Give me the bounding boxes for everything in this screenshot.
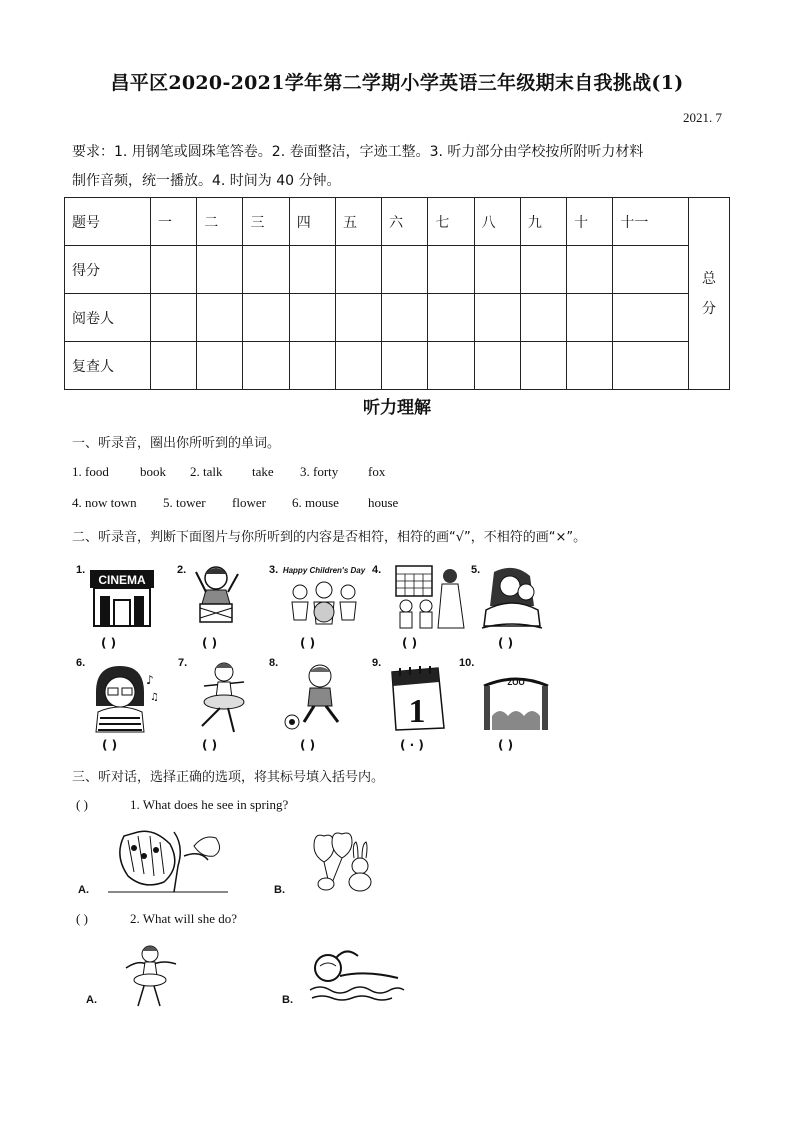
score-cell[interactable] [520, 246, 566, 294]
score-cell[interactable] [613, 342, 689, 390]
question-2: 2. What will she do? [130, 911, 237, 926]
answer-blank[interactable]: ( ) [300, 636, 316, 650]
option-a-label[interactable]: A. [86, 994, 97, 1006]
requirements-line-1: 要求：1. 用钢笔或圆珠笔答卷。2. 卷面整洁，字迹工整。3. 听力部分由学校按所附听力材料 [72, 144, 644, 160]
col-header: 三 [243, 198, 289, 246]
picture-number: 6. [76, 657, 86, 669]
score-cell[interactable] [382, 246, 428, 294]
picture-number: 1. [76, 564, 86, 576]
option-a-label[interactable]: A. [78, 884, 89, 896]
col-header: 一 [151, 198, 197, 246]
col-header: 八 [474, 198, 520, 246]
row-label: 复查人 [65, 342, 151, 390]
part3-instruction: 三、听对话，选择正确的选项，将其标号填入括号内。 [72, 770, 385, 785]
cinema-sign-text: CINEMA [98, 573, 146, 587]
ballerina-icon [120, 942, 180, 1008]
score-cell[interactable] [289, 246, 335, 294]
answer-blank[interactable]: ( ) [202, 738, 218, 752]
col-header: 二 [197, 198, 243, 246]
answer-blank[interactable]: ( ) [76, 797, 88, 812]
word-option[interactable]: 5. tower [163, 495, 206, 510]
childrens-day-icon [282, 562, 366, 632]
score-cell[interactable] [567, 294, 613, 342]
answer-blank[interactable]: ( ) [101, 636, 117, 650]
score-table-row [65, 294, 730, 342]
score-cell[interactable] [520, 294, 566, 342]
row-label: 得分 [65, 246, 151, 294]
peacock-tree-icon [104, 826, 234, 894]
score-cell[interactable] [428, 246, 474, 294]
answer-blank[interactable]: ( ) [202, 636, 218, 650]
word-option[interactable]: 6. mouse [292, 495, 339, 510]
col-header: 十 [567, 198, 613, 246]
word-option[interactable]: 4. now town [72, 495, 137, 510]
score-cell[interactable] [474, 294, 520, 342]
score-cell[interactable] [567, 342, 613, 390]
picture-number: 3. [269, 564, 279, 576]
score-cell[interactable] [151, 294, 197, 342]
score-cell[interactable] [335, 342, 381, 390]
picture-number: 7. [178, 657, 188, 669]
score-cell[interactable] [335, 294, 381, 342]
score-cell[interactable] [567, 246, 613, 294]
word-option[interactable]: book [140, 464, 166, 479]
answer-blank[interactable]: ( ) [102, 738, 118, 752]
answer-blank[interactable]: ( ) [498, 738, 514, 752]
score-cell[interactable] [474, 342, 520, 390]
cinema-icon [88, 566, 156, 628]
score-table-row [65, 198, 730, 246]
answer-blank[interactable]: ( ) [76, 911, 88, 926]
answer-blank[interactable]: ( · ) [400, 738, 424, 752]
score-cell[interactable] [197, 246, 243, 294]
football-boy-icon [282, 662, 352, 732]
score-cell[interactable] [243, 246, 289, 294]
picture-number: 9. [372, 657, 382, 669]
col-header: 六 [382, 198, 428, 246]
score-cell[interactable] [474, 246, 520, 294]
zoo-gate-icon [480, 672, 552, 732]
total-label-2: 分 [702, 300, 716, 317]
col-header: 九 [520, 198, 566, 246]
girl-music-icon [90, 662, 160, 734]
option-b-label[interactable]: B. [282, 994, 293, 1006]
score-cell[interactable] [151, 342, 197, 390]
picture-number: 2. [177, 564, 187, 576]
score-cell[interactable] [613, 246, 689, 294]
word-option[interactable]: flower [232, 495, 266, 510]
picture-number: 4. [372, 564, 382, 576]
mother-hug-icon [480, 566, 544, 632]
score-table-row [65, 246, 730, 294]
word-option[interactable]: 3. forty [300, 464, 339, 479]
score-cell[interactable] [520, 342, 566, 390]
score-cell[interactable] [243, 294, 289, 342]
answer-blank[interactable]: ( ) [300, 738, 316, 752]
row-label: 题号 [65, 198, 151, 246]
question-1: 1. What does he see in spring? [130, 797, 289, 812]
col-header: 四 [289, 198, 335, 246]
score-cell[interactable] [428, 342, 474, 390]
score-cell[interactable] [613, 294, 689, 342]
score-cell[interactable] [197, 342, 243, 390]
col-header: 十一 [613, 198, 689, 246]
requirements [72, 138, 732, 196]
page-title: 昌平区2020-2021学年第二学期小学英语三年级期末自我挑战(1) [110, 72, 684, 94]
option-b-label[interactable]: B. [274, 884, 285, 896]
ballerina-icon [190, 660, 260, 736]
zoo-sign: ZOO [507, 678, 525, 687]
childrens-day-sign: Happy Children's Day [282, 566, 366, 575]
col-header: 七 [428, 198, 474, 246]
score-cell[interactable] [289, 294, 335, 342]
part1-instruction: 一、听录音，圈出你所听到的单词。 [72, 436, 281, 451]
word-option[interactable]: fox [368, 464, 386, 479]
score-cell[interactable] [151, 246, 197, 294]
drummer-boy-icon [186, 562, 248, 630]
score-cell[interactable] [197, 294, 243, 342]
part2-instruction: 二、听录音，判断下面图片与你所听到的内容是否相符，相符的画“√”，不相符的画“×”。 [72, 530, 587, 545]
answer-blank[interactable]: ( ) [402, 636, 418, 650]
answer-blank[interactable]: ( ) [498, 636, 514, 650]
picture-number: 8. [269, 657, 279, 669]
word-option[interactable]: 2. talk [190, 464, 223, 479]
score-table-row [65, 342, 730, 390]
calendar-page-icon [386, 664, 450, 734]
balloons-rabbit-icon [300, 828, 380, 894]
col-header: 五 [335, 198, 381, 246]
score-cell[interactable] [289, 342, 335, 390]
score-cell[interactable] [382, 342, 428, 390]
score-cell[interactable] [335, 246, 381, 294]
score-table [64, 197, 730, 390]
word-option[interactable]: take [252, 464, 274, 479]
word-option[interactable]: 1. food [72, 464, 109, 479]
score-cell[interactable] [382, 294, 428, 342]
svg-text:♪: ♪ [146, 673, 154, 687]
swimmer-icon [306, 944, 406, 1004]
score-cell[interactable] [243, 342, 289, 390]
total-label-1: 总 [702, 270, 716, 287]
svg-text:♫: ♫ [150, 692, 159, 703]
requirements-line-2: 制作音频，统一播放。4. 时间为 40 分钟。 [72, 173, 341, 189]
exam-date: 2021. 7 [683, 110, 722, 125]
total-cell [689, 198, 730, 390]
calendar-family-icon [388, 562, 472, 634]
picture-number: 5. [471, 564, 481, 576]
calendar-digit: 1 [408, 693, 426, 730]
word-option[interactable]: house [368, 495, 399, 510]
picture-number: 10. [459, 657, 475, 669]
row-label: 阅卷人 [65, 294, 151, 342]
section-heading: 听力理解 [363, 398, 431, 418]
score-cell[interactable] [428, 294, 474, 342]
